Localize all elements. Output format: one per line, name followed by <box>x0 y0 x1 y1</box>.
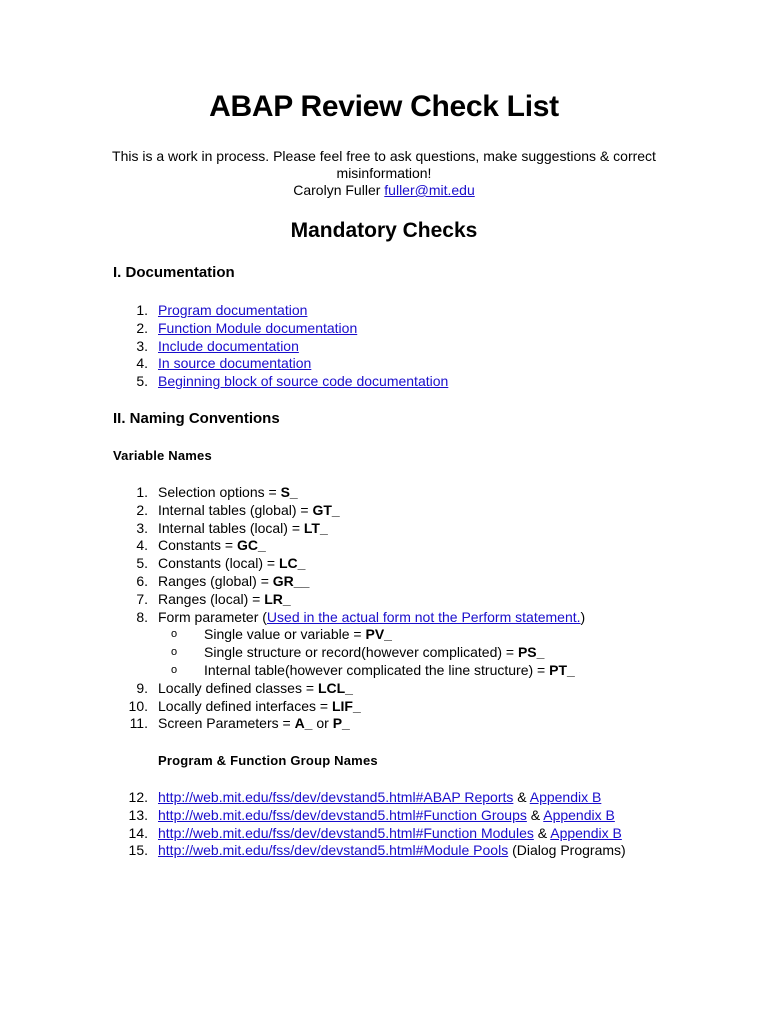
list-item: 14. http://web.mit.edu/fss/dev/devstand5.html#Function Modules & Appendix B <box>128 824 622 841</box>
list-item: 4. Constants = GC_ <box>136 537 266 554</box>
appendix-b-link[interactable]: Appendix B <box>529 789 602 805</box>
list-item: 1. Selection options = S_ <box>136 484 298 500</box>
list-item: 3. Include documentation <box>136 337 299 354</box>
doc-link-program[interactable]: Program documentation <box>158 302 308 318</box>
page-title: ABAP Review Check List <box>209 90 559 123</box>
bullet-icon: o <box>171 663 178 676</box>
list-item-form-parameter: 8. Form parameter (Used in the actual form not the Perform statement.) o Single value or variable = PV_ o Single structure or record(however complicated) = PS_ o Internal table(however complicated the line structure) = PT_ <box>136 608 586 678</box>
program-link-function-modules[interactable]: http://web.mit.edu/fss/dev/devstand5.html#Function Modules <box>158 824 534 841</box>
appendix-b-link[interactable]: Appendix B <box>543 806 615 823</box>
list-item: 7. Ranges (local) = LR_ <box>136 590 291 607</box>
list-item: 10. Locally defined interfaces = LIF_ <box>128 697 361 714</box>
intro-block <box>110 148 658 199</box>
list-item: 12. http://web.mit.edu/fss/dev/devstand5.html#ABAP Reports & Appendix B <box>128 789 602 805</box>
intro-text: This is a work in process. Please feel free to ask questions, make suggestions & correct misinformation! <box>112 148 656 181</box>
doc-link-in-source[interactable]: In source documentation <box>158 355 312 372</box>
naming-conventions-heading: II. Naming Conventions <box>113 410 280 427</box>
list-item: 5. Constants (local) = LC_ <box>136 555 306 572</box>
program-names-list <box>112 789 657 860</box>
bullet-icon: o <box>171 628 178 641</box>
doc-link-beginning-block[interactable]: Beginning block of source code documentation <box>158 373 449 390</box>
sub-list-item: o Single value or variable = PV_ <box>171 626 392 643</box>
form-parameter-sublist <box>158 626 585 679</box>
author-email-link[interactable]: fuller@mit.edu <box>384 182 475 198</box>
documentation-list <box>112 302 448 391</box>
sub-list-item: o Single structure or record(however complicated) = PS_ <box>171 644 545 661</box>
list-item: 2. Internal tables (global) = GT_ <box>136 501 340 518</box>
program-link-module-pools[interactable]: http://web.mit.edu/fss/dev/devstand5.html#Module Pools <box>158 842 509 859</box>
list-item: 2. Function Module documentation <box>136 319 358 336</box>
list-item: 15. http://web.mit.edu/fss/dev/devstand5.html#Module Pools (Dialog Programs) <box>128 842 626 859</box>
documentation-heading: I. Documentation <box>113 264 235 281</box>
doc-link-include[interactable]: Include documentation <box>158 337 299 354</box>
mandatory-checks-heading: Mandatory Checks <box>290 219 478 242</box>
form-parameter-note-link[interactable]: Used in the actual form not the Perform statement. <box>266 608 581 625</box>
list-item: 4. In source documentation <box>136 355 312 372</box>
sub-list-item: o Internal table(however complicated the line structure) = PT_ <box>171 661 575 678</box>
author-line <box>110 182 658 199</box>
author-name: Carolyn Fuller <box>293 182 381 198</box>
list-item: 6. Ranges (global) = GR__ <box>136 572 310 589</box>
bullet-icon: o <box>171 646 178 659</box>
list-item: 1. Program documentation <box>136 302 308 318</box>
program-link-abap-reports[interactable]: http://web.mit.edu/fss/dev/devstand5.html#ABAP Reports <box>158 789 514 805</box>
variable-names-list <box>112 484 585 733</box>
list-item: 9. Locally defined classes = LCL_ <box>136 679 353 696</box>
list-item: 13. http://web.mit.edu/fss/dev/devstand5.html#Function Groups & Appendix B <box>128 806 615 823</box>
list-item: 11. Screen Parameters = A_ or P_ <box>129 715 350 732</box>
list-item: 3. Internal tables (local) = LT_ <box>136 519 328 536</box>
list-item: 5. Beginning block of source code documentation <box>136 373 449 390</box>
doc-link-function-module[interactable]: Function Module documentation <box>158 319 358 336</box>
program-function-group-heading: Program & Function Group Names <box>158 753 378 768</box>
program-link-function-groups[interactable]: http://web.mit.edu/fss/dev/devstand5.html#Function Groups <box>158 806 527 823</box>
variable-names-heading: Variable Names <box>113 448 212 463</box>
appendix-b-link[interactable]: Appendix B <box>550 824 622 841</box>
